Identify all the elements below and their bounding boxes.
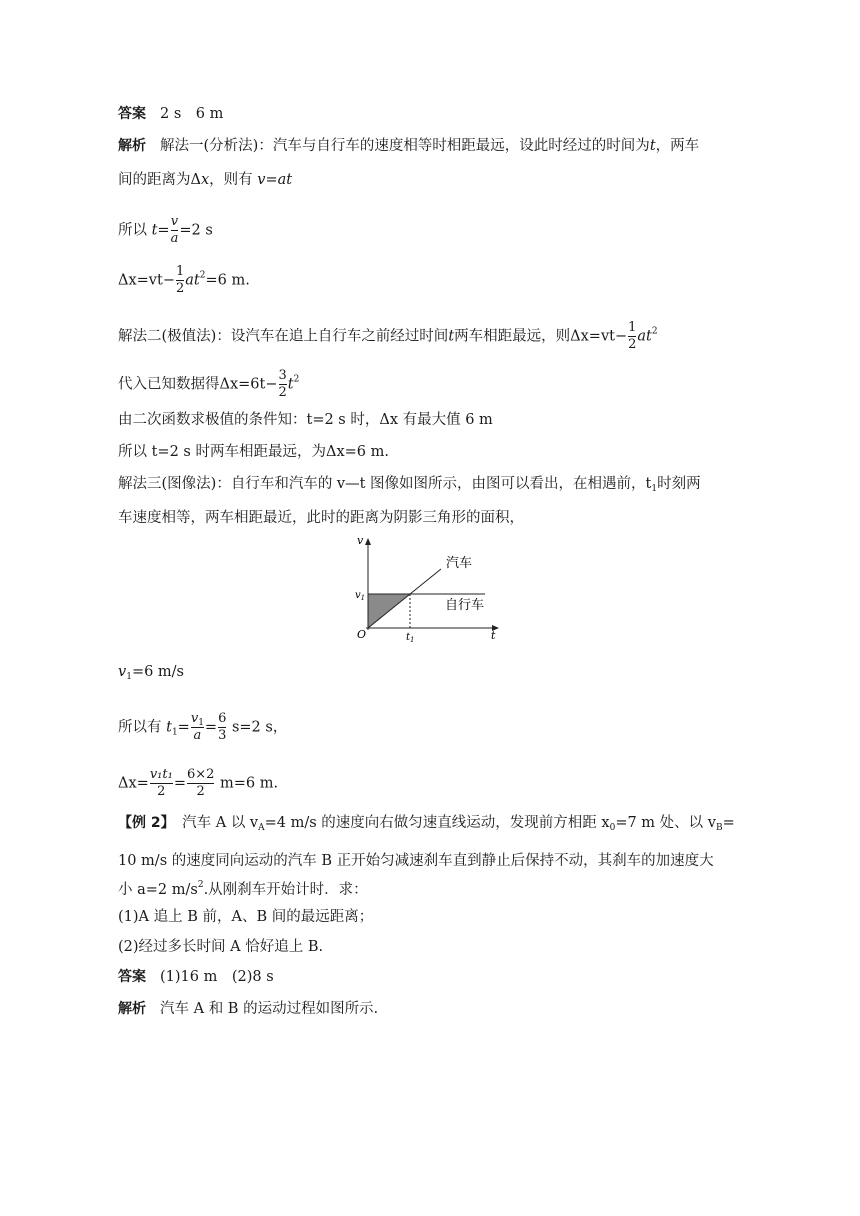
example2-text-b: =4 m/s 的速度向右做匀速直线运动，发现前方相距 x	[264, 815, 610, 831]
eq-lhs: Δx=vt−	[118, 272, 175, 289]
v1-rhs: =6 m/s	[131, 664, 184, 680]
example2-line-1	[118, 813, 735, 833]
eq-prefix: 所以	[118, 222, 147, 239]
eq-rhs: s=2 s，	[231, 719, 288, 736]
example2-text-3: 小 a=2 m/s	[118, 882, 198, 898]
frac-den: 3	[218, 728, 227, 743]
t1-label	[406, 632, 415, 644]
fraction-three-halves	[279, 368, 287, 401]
frac-num: 1	[175, 264, 185, 279]
vt-graph	[355, 532, 515, 644]
v1-var: v	[118, 664, 127, 680]
y-arrow	[365, 538, 371, 545]
eq-end: =6 m.	[205, 272, 250, 289]
v1-main: v	[355, 590, 361, 601]
example2-line-3	[118, 880, 368, 900]
answer-value: (1)16 m (2)8 s	[160, 969, 274, 985]
analysis-text-1: 解法一(分析法)：汽车与自行车的速度相等时相距最远，设此时经过的时间为	[160, 138, 650, 154]
analysis-label: 解析	[118, 1001, 146, 1017]
t1-sub: 1	[410, 636, 415, 644]
frac-num: 6	[218, 711, 227, 726]
equals: =	[204, 719, 218, 736]
equation-t1	[118, 711, 287, 744]
frac-den: a	[170, 231, 179, 246]
fraction-half	[628, 320, 636, 353]
sub-0: 0	[609, 823, 616, 833]
eq-at: at	[185, 272, 200, 289]
var-t: t	[166, 719, 172, 736]
eq-prefix: 所以有	[118, 719, 162, 736]
answer-label: 答案	[118, 969, 146, 985]
frac-num: v	[190, 711, 199, 726]
frac-den: a	[193, 728, 202, 743]
method3-text-1-end: 时刻两	[657, 476, 701, 492]
analysis-text: 汽车 A 和 B 的运动过程如图所示.	[160, 1001, 379, 1017]
frac-den: 2	[175, 281, 185, 296]
sub-B: B	[715, 823, 723, 833]
analysis-label: 解析	[118, 138, 146, 154]
sub-A: A	[258, 823, 265, 833]
analysis-line-final	[118, 999, 378, 1019]
method2-line	[118, 320, 658, 353]
frac-den: 2	[150, 783, 173, 800]
v1-label	[355, 590, 365, 602]
sup-2: 2	[651, 326, 658, 337]
frac-num: v	[170, 214, 179, 229]
example2-text-c: =7 m 处、以 v	[615, 815, 716, 831]
frac-den: 2	[278, 385, 287, 400]
sub-1: 1	[651, 484, 658, 494]
sub-1: 1	[126, 672, 132, 682]
method3-text-1: 解法三(图像法)：自行车和汽车的 v—t 图像如图所示，由图可以看出，在相遇前，t	[118, 476, 652, 492]
fraction-half	[176, 264, 184, 297]
question-2: (2)经过多长时间 A 恰好追上 B.	[118, 939, 324, 955]
eq-rhs: m=6 m.	[220, 775, 279, 792]
answer-line-1	[118, 104, 223, 124]
equals: =	[177, 719, 190, 736]
v1-sub: 1	[360, 594, 366, 602]
analysis-text-2-mid: ，则有	[209, 172, 253, 188]
frac-den: 2	[628, 337, 637, 352]
equals: =	[173, 775, 186, 792]
var-t: t	[448, 328, 455, 345]
quadratic-line: 由二次函数求极值的条件知：t=2 s 时，Δx 有最大值 6 m	[118, 412, 493, 428]
example2-line-2: 10 m/s 的速度同向运动的汽车 B 正开始匀减速刹车直到静止后保持不动，其刹车的加速度大	[118, 853, 714, 869]
var-x: x	[200, 172, 210, 188]
fraction-6x2-over-2	[187, 767, 214, 800]
example-label: 【例 2】	[118, 815, 168, 831]
answer-value: 2 s 6 m	[160, 106, 224, 122]
method2-text: 解法二(极值法)：设汽车在追上自行车之前经过时间	[118, 328, 449, 345]
answer-line-2	[118, 967, 274, 987]
substitute-line	[118, 368, 299, 401]
origin-label: O	[357, 628, 367, 641]
eq-lhs: t=	[151, 222, 170, 239]
var-t: t	[287, 376, 294, 393]
frac-num: 6×2	[186, 767, 215, 782]
analysis-line-1	[118, 136, 699, 156]
t1-main: t	[406, 632, 411, 643]
sup-2: 2	[199, 270, 206, 281]
var-t: t	[649, 138, 656, 154]
analysis-text-2: 间的距离为Δ	[118, 172, 201, 188]
method3-line-2: 车速度相等，两车相距最近，此时的距离为阴影三角形的面积，	[118, 510, 524, 526]
example2-text-a: 汽车 A 以 v	[182, 815, 259, 831]
method2-mid: 两车相距最远，则Δx=vt−	[454, 328, 628, 345]
example2-text-3-end: .从刚刹车开始计时．求：	[203, 882, 368, 898]
method3-line-1	[118, 474, 701, 494]
bike-label: 自行车	[445, 598, 485, 613]
car-label: 汽车	[446, 556, 473, 571]
equation-t	[118, 214, 213, 247]
equation-dx-2	[118, 767, 278, 800]
analysis-line-2	[118, 170, 292, 190]
question-1: (1)A 追上 B 前，A、B 间的最远距离；	[118, 909, 374, 925]
y-axis-label: v	[357, 534, 364, 547]
fraction-6-over-3	[218, 711, 226, 744]
equation-dx-1	[118, 264, 250, 297]
x-axis-label: t	[491, 629, 496, 642]
eq-rhs: =2 s	[179, 222, 213, 239]
conclusion-line: 所以 t=2 s 时两车相距最远，为Δx=6 m.	[118, 444, 389, 460]
fraction-v-over-a	[171, 214, 179, 247]
example2-text-d: =	[722, 815, 735, 831]
frac-den: 2	[187, 783, 214, 800]
sub-1: 1	[198, 718, 204, 728]
sup-2: 2	[197, 880, 204, 890]
answer-label: 答案	[118, 106, 146, 122]
analysis-text-1-end: ，两车	[655, 138, 700, 154]
eq-at: at	[637, 328, 652, 345]
equation-v-at: v=at	[257, 172, 293, 188]
frac-num: 1	[628, 320, 637, 335]
frac-num: v₁t₁	[149, 767, 173, 782]
fraction-v1t1-over-2	[150, 767, 173, 800]
sup-2: 2	[293, 374, 300, 385]
sub-1: 1	[171, 727, 178, 738]
substitute-text: 代入已知数据得Δx=6t−	[118, 376, 278, 393]
frac-num: 3	[278, 368, 287, 383]
v1-equation	[118, 662, 184, 682]
eq-lhs: Δx=	[118, 775, 149, 792]
fraction-v1-over-a	[191, 711, 204, 744]
